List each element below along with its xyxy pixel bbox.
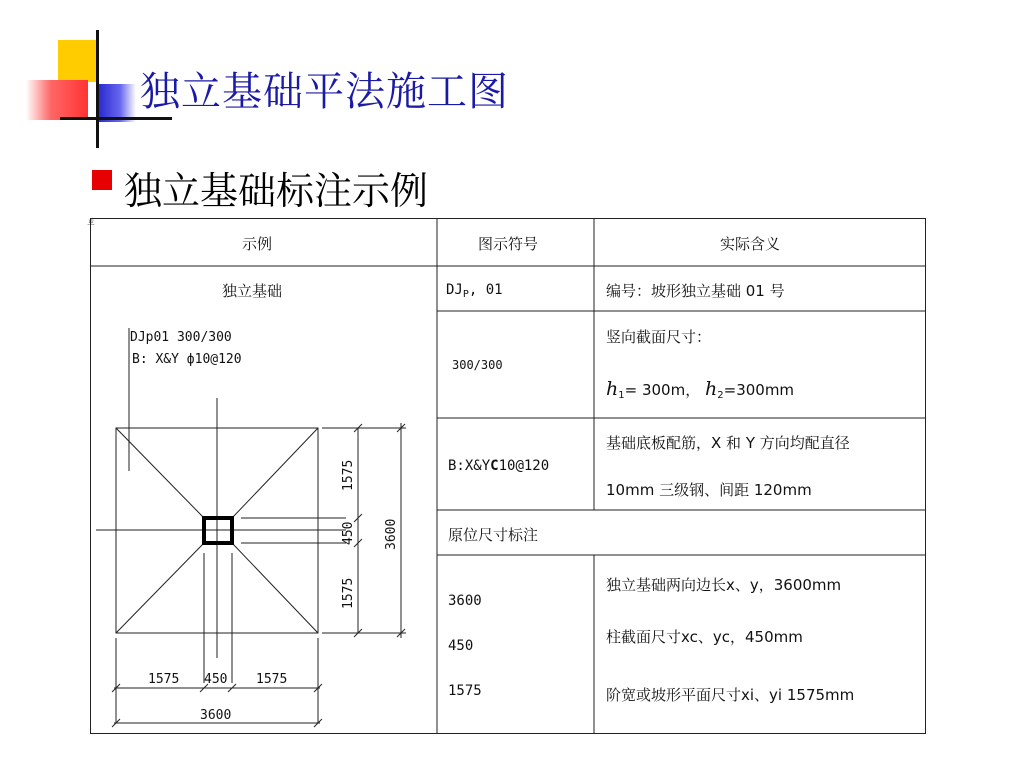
meaning-side-length: 独立基础两向边长x、y，3600mm bbox=[606, 576, 842, 594]
drawing-label-line1: DJp01 300/300 bbox=[130, 330, 232, 345]
drawing-label-line2: B: X&Y ф10@120 bbox=[132, 352, 242, 367]
dim-bottom-1575-right: 1575 bbox=[256, 672, 288, 687]
meaning-number: 编号：坡形独立基础 01 号 bbox=[606, 282, 785, 300]
meaning-step-width: 阶宽或坡形平面尺寸xi、yi 1575mm bbox=[606, 686, 855, 704]
meaning-column-section: 柱截面尺寸xc、yc，450mm bbox=[606, 628, 803, 646]
logo-red-bar bbox=[26, 80, 88, 120]
logo-vertical-line bbox=[96, 30, 99, 148]
slide-subtitle: 独立基础标注示例 bbox=[124, 169, 429, 213]
in-situ-dimension-label: 原位尺寸标注 bbox=[448, 526, 539, 544]
header-symbol: 图示符号 bbox=[478, 235, 539, 253]
value-1575: 1575 bbox=[448, 683, 482, 699]
value-450: 450 bbox=[448, 638, 474, 654]
slide-title: 独立基础平法施工图 bbox=[140, 69, 509, 115]
dim-bottom-1575-left: 1575 bbox=[148, 672, 180, 687]
symbol-section: 300/300 bbox=[452, 358, 503, 372]
value-3600: 3600 bbox=[448, 593, 482, 609]
dim-side-1575-top: 1575 bbox=[341, 459, 356, 491]
logo-horizontal-line bbox=[60, 117, 172, 120]
dim-side-450: 450 bbox=[341, 521, 356, 545]
header-meaning: 实际含义 bbox=[720, 235, 781, 253]
dim-side-1575-bottom: 1575 bbox=[341, 577, 356, 609]
dim-bottom-450: 450 bbox=[204, 672, 228, 687]
symbol-dj: $DJ_P$, 01 bbox=[446, 282, 503, 300]
header-example: 示例 bbox=[242, 235, 273, 253]
example-label: 独立基础 bbox=[222, 282, 283, 300]
annotation-table bbox=[90, 218, 926, 734]
corner-mark: ㄓ bbox=[86, 217, 96, 228]
symbol-rebar: B:X&YC10@120 bbox=[448, 458, 550, 474]
meaning-section-title: 竖向截面尺寸： bbox=[606, 328, 712, 346]
dim-bottom-3600: 3600 bbox=[200, 708, 232, 723]
dim-side-3600: 3600 bbox=[384, 518, 399, 550]
logo-yellow-square bbox=[58, 40, 96, 82]
meaning-rebar-line1: 基础底板配筋，X 和 Y 方向均配直径 bbox=[606, 434, 850, 452]
foundation-drawing bbox=[96, 313, 426, 733]
meaning-rebar-line2: 10mm 三级钢、间距 120mm bbox=[606, 481, 812, 499]
bullet-square-icon bbox=[92, 170, 112, 190]
meaning-section-values: $h_1= 300m$， $h_2=300mm$ bbox=[606, 378, 795, 401]
